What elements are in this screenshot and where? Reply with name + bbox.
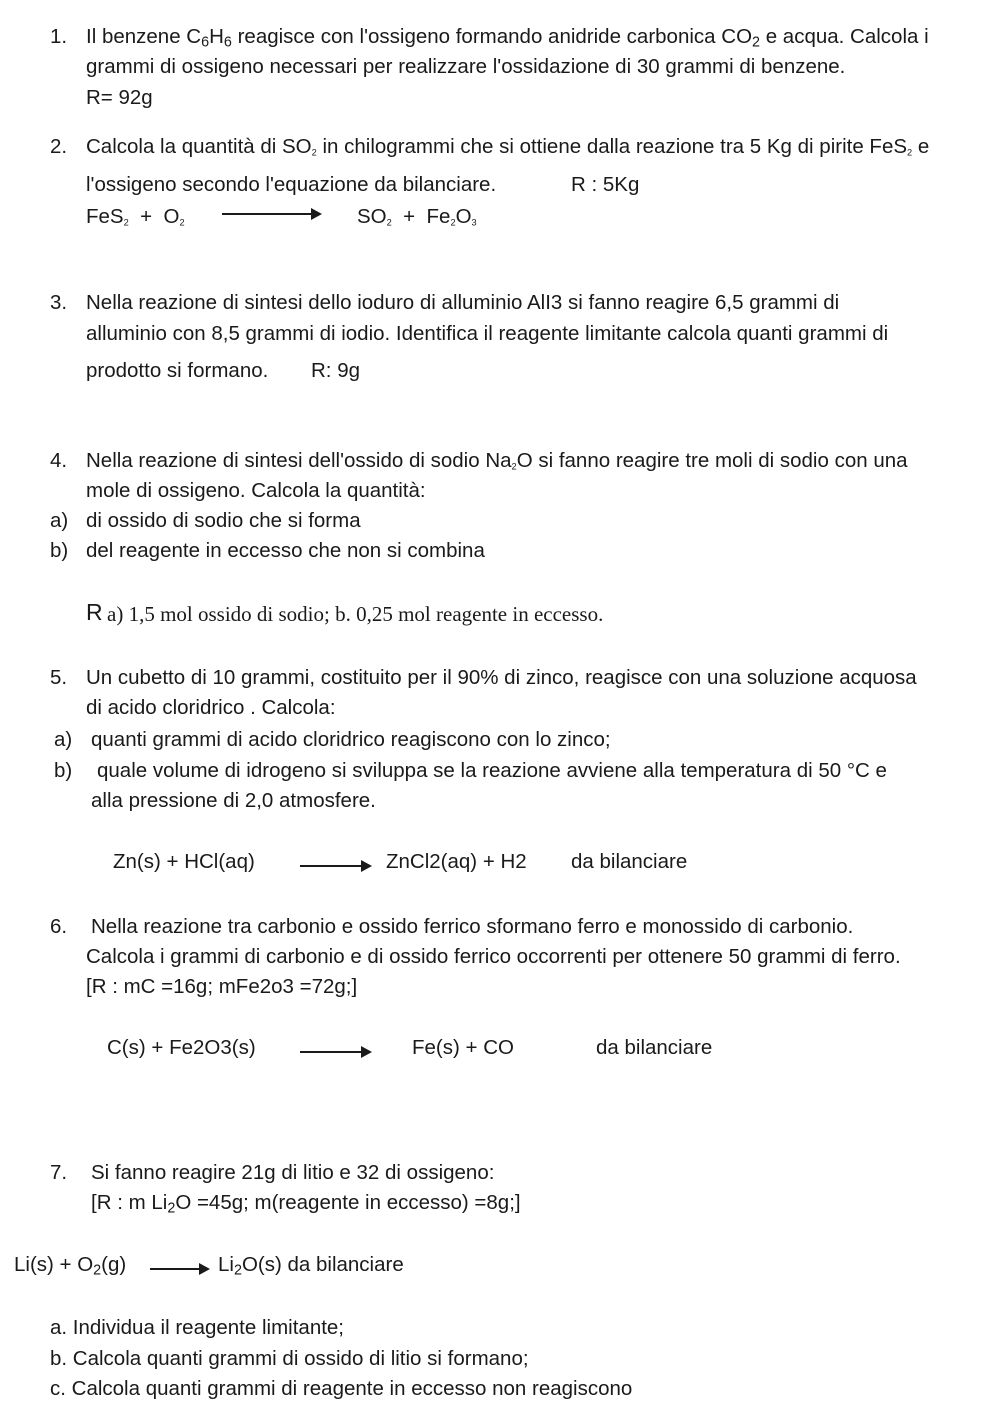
exercise-3-line-3: prodotto si formano. bbox=[86, 359, 269, 382]
exercise-5-line-2: di acido cloridrico . Calcola: bbox=[86, 696, 336, 719]
item-label: a) bbox=[54, 728, 73, 751]
exercise-4-answer: a) 1,5 mol ossido di sodio; b. 0,25 mol reagente in eccesso. bbox=[107, 602, 604, 626]
exercise-6-answer: [R : mC =16g; mFe2o3 =72g;] bbox=[86, 975, 358, 998]
exercise-7-line-1: Si fanno reagire 21g di litio e 32 di ossigeno: bbox=[91, 1161, 495, 1184]
exercise-number: 2. bbox=[50, 135, 68, 158]
exercise-5-item-b: quale volume di idrogeno si sviluppa se la reazione avviene alla temperatura di 50 °C e bbox=[97, 759, 887, 782]
exercise-number: 5. bbox=[50, 666, 68, 689]
exercise-5-item-b-cont: alla pressione di 2,0 atmosfere. bbox=[91, 789, 376, 812]
exercise-7-equation-left: $Li(s) + O_2(g)$ bbox=[14, 1253, 127, 1279]
exercise-6-equation-left: C(s) + Fe2O3(s) bbox=[107, 1036, 256, 1059]
exercise-1-line-1: Il benzene $C_6H_6$ reagisce con l'ossigeno formando anidride carbonica $CO_2$ e acqua. Calcola i bbox=[86, 25, 929, 51]
exercise-4-line-1: Nella reazione di sintesi dell'ossido di sodio $Na_2O$ si fanno reagire tre moli di sodio con una bbox=[86, 449, 908, 472]
exercise-3-answer: R: 9g bbox=[311, 359, 360, 382]
exercise-1-line-2: grammi di ossigeno necessari per realizzare l'ossidazione di 30 grammi di benzene. bbox=[86, 55, 846, 78]
exercise-number: 6. bbox=[50, 915, 68, 938]
exercise-2-line-2: l'ossigeno secondo l'equazione da bilanciare. bbox=[86, 173, 497, 196]
exercise-7-task-c: c. Calcola quanti grammi di reagente in eccesso non reagiscono bbox=[50, 1377, 633, 1400]
exercise-4-line-2: mole di ossigeno. Calcola la quantità: bbox=[86, 479, 426, 502]
exercise-4-item-a: di ossido di sodio che si forma bbox=[86, 509, 361, 532]
exercise-5-item-a: quanti grammi di acido cloridrico reagiscono con lo zinco; bbox=[91, 728, 611, 751]
item-label: a) bbox=[50, 509, 69, 532]
item-label: b) bbox=[50, 539, 69, 562]
exercise-number: 4. bbox=[50, 449, 68, 472]
exercise-6-line-1: Nella reazione tra carbonio e ossido ferrico sformano ferro e monossido di carbonio. bbox=[91, 915, 854, 938]
reaction-arrow-icon bbox=[222, 213, 320, 215]
reaction-arrow-icon bbox=[300, 1051, 370, 1053]
exercise-2-answer: R : 5Kg bbox=[571, 173, 640, 196]
exercise-1-answer: R= 92g bbox=[86, 86, 153, 109]
reaction-arrow-icon bbox=[300, 865, 370, 867]
exercise-7-answer: [R : m $Li_2O =45g$; m(reagente in eccesso) =8g;] bbox=[91, 1191, 521, 1217]
exercise-3-line-1: Nella reazione di sintesi dello ioduro di alluminio AlI3 si fanno reagire 6,5 grammi di bbox=[86, 291, 840, 314]
exercise-2-equation-left: $FeS_2 + O_2$ bbox=[86, 205, 185, 228]
exercise-number: 7. bbox=[50, 1161, 68, 1184]
exercise-2-equation-right: $SO_2 + Fe_2O_3$ bbox=[357, 205, 477, 228]
exercise-7-task-b: b. Calcola quanti grammi di ossido di litio si formano; bbox=[50, 1347, 529, 1370]
exercise-6-equation-note: da bilanciare bbox=[596, 1036, 713, 1059]
exercise-2-line-1: Calcola la quantità di $SO_2$ in chilogrammi che si ottiene dalla reazione tra 5 Kg di pirite FeS$_2$ e bbox=[86, 135, 930, 158]
exercise-5-equation-left: Zn(s) + HCl(aq) bbox=[113, 850, 255, 873]
exercise-7-task-a: a. Individua il reagente limitante; bbox=[50, 1316, 345, 1339]
exercise-5-equation-right: ZnCl2(aq) + H2 bbox=[386, 850, 527, 873]
item-label: b) bbox=[54, 759, 73, 782]
exercise-3-line-2: alluminio con 8,5 grammi di iodio. Identifica il reagente limitante calcola quanti grammi di bbox=[86, 322, 889, 345]
exercise-4-item-b: del reagente in eccesso che non si combina bbox=[86, 539, 485, 562]
exercise-5-line-1: Un cubetto di 10 grammi, costituito per il 90% di zinco, reagisce con una soluzione acquosa bbox=[86, 666, 917, 689]
exercise-4-answer-r: R bbox=[86, 599, 103, 625]
exercise-7-equation-right: $Li_2O(s)$ da bilanciare bbox=[218, 1253, 404, 1279]
exercise-5-equation-note: da bilanciare bbox=[571, 850, 688, 873]
exercise-number: 1. bbox=[50, 25, 68, 48]
reaction-arrow-icon bbox=[150, 1268, 208, 1270]
exercise-6-line-2: Calcola i grammi di carbonio e di ossido ferrico occorrenti per ottenere 50 grammi di ferro. bbox=[86, 945, 901, 968]
exercise-6-equation-right: Fe(s) + CO bbox=[412, 1036, 514, 1059]
exercise-number: 3. bbox=[50, 291, 68, 314]
